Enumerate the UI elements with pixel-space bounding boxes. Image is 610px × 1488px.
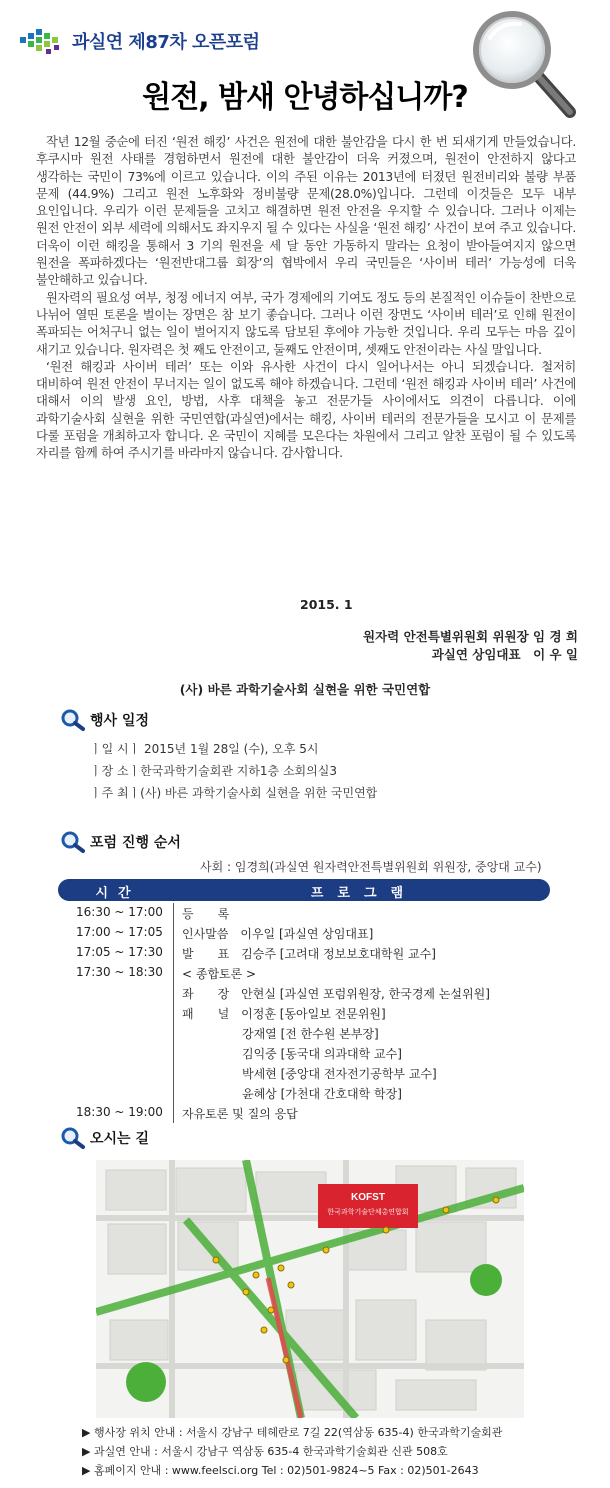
row-program: < 종합토론 > xyxy=(182,967,257,981)
program-table-header xyxy=(58,879,550,901)
row-program: 패 널 이정훈 [동아일보 전문위원] xyxy=(182,1007,386,1021)
row-time: 17:05 ~ 17:30 xyxy=(76,945,163,959)
search-icon xyxy=(60,1126,86,1150)
row-time: 17:00 ~ 17:05 xyxy=(76,925,163,939)
schedule-date: ㅣ일 시ㅣ 2015년 1월 28일 (수), 오후 5시 xyxy=(90,742,319,756)
row-program: 김익중 [동국대 의과대학 교수] xyxy=(182,1047,402,1061)
row-program: 등 록 xyxy=(182,907,230,921)
schedule-heading: 행사 일정 xyxy=(60,708,149,732)
intro-text xyxy=(36,134,576,463)
paragraph: ‘원전 해킹과 사이버 테러’ 또는 이와 유사한 사건이 다시 일어나서는 아니 되겠습니다. 철저히 대비하여 원전 안전이 무너지는 일이 없도록 해야 하겠습니다. 그런데 ‘원전 해킹과 사이버 테러’ 사건에 대해서 이의 발생 요인, 방법, 사후 대책을 놓고 전문가들 사이에서도 의견이 다릅니다. 이에 과학기술사회 실현을 위한 국민연합(과실연)에서는 해킹, 사이버 테러의 전문가들을 모시고 이 문제를 다룰 포럼을 개최하고자 합니다. 온 국민이 지혜를 모은다는 차원에서 그리고 알찬 포럼이 될 수 있도록 자리를 함께 하여 주시기를 바라마지 않습니다. 감사합니다. xyxy=(36,359,576,461)
row-program: 박세현 [중앙대 전자전기공학부 교수] xyxy=(182,1067,437,1081)
directions-heading: 오시는 길 xyxy=(60,1126,149,1150)
location-map xyxy=(96,1160,524,1418)
row-time: 17:30 ~ 18:30 xyxy=(76,965,163,979)
footer-office: ▶ 과실연 안내 : 서울시 강남구 역삼동 635-4 한국과학기술회관 신관 508호 xyxy=(82,1445,448,1458)
row-program: 발 표 김승주 [고려대 정보보호대학원 교수] xyxy=(182,947,436,961)
column-header-program: 프로그램 xyxy=(310,886,418,901)
row-program: 자유토론 및 질의 응답 xyxy=(182,1107,298,1121)
row-time: 16:30 ~ 17:00 xyxy=(76,905,163,919)
table-divider xyxy=(173,903,174,1123)
paragraph: 작년 12월 중순에 터진 ‘원전 해킹’ 사건은 원전에 대한 불안감을 다시 한 번 되새기게 만들었습니다. 후쿠시마 원전 사태를 경험하면서 원전에 대한 불안감이 더욱 커졌으며, 원전이 안전하지 않다고 생각하는 국민이 73%에 이르고 있습니다. 이의 주된 이유는 2013년에 터졌던 원전비리와 불량 부품 문제 (44.9%) 그리고 원전 노후화와 정비불량 문제(28.0%)입니다. 그런데 이것들은 모두 내부 요인입니다. 우리가 이런 문제들을 고치고 해결하면 원전 안전을 우지할 수 있습니다. 그러나 이제는 원전 안전이 외부 세력에 의해서도 좌지우지 될 수 있다는 사실을 ‘원전 해킹’ 사건이 보여 주고 있습니다. 더욱이 이런 해킹을 통해서 3 기의 원전을 세 달 동안 가동하지 말라는 요청이 받아들여지지 않으면 원전을 폭파하겠다는 ‘원전반대그룹 회장’의 협박에서 우리 국민들은 ‘사이버 테러’ 가능성에 더욱 불안해하고 있습니다. xyxy=(36,135,576,288)
signature-line: 과실연 상임대표 이 우 일 xyxy=(431,647,578,662)
kfosa-logo-icon xyxy=(20,27,66,57)
search-icon xyxy=(60,708,86,732)
map-label-kofst-korean: 한국과학기술단체총연합회 xyxy=(327,1208,409,1216)
headline: 원전, 밤새 안녕하십니까? xyxy=(142,80,468,115)
row-time: 18:30 ~ 19:00 xyxy=(76,1105,163,1119)
row-program: 강재열 [전 한수원 본부장] xyxy=(182,1027,379,1041)
footer-venue: ▶ 행사장 위치 안내 : 서울시 강남구 테헤란로 7길 22(역삼동 635-4) 한국과학기술회관 xyxy=(82,1426,503,1439)
signature-line: 원자력 안전특별위원회 위원장 임 경 희 xyxy=(363,629,578,644)
row-program: 인사말씀 이우일 [과실연 상임대표] xyxy=(182,927,374,941)
row-program: 좌 장 안현실 [과실연 포럼위원장, 한국경제 논설위원] xyxy=(182,987,490,1001)
footer-homepage: ▶ 홈페이지 안내 : www.feelsci.org Tel : 02)501-9824~5 Fax : 02)501-2643 xyxy=(82,1464,479,1477)
map-label-kofst: KOFST xyxy=(351,1192,385,1203)
column-header-time: 시간 xyxy=(95,886,141,901)
date: 2015. 1 xyxy=(300,597,353,612)
schedule-venue: ㅣ장 소ㅣ한국과학기술회관 지하1층 소회의실3 xyxy=(90,764,337,778)
forum-title: 과실연 제87차 오픈포럼 xyxy=(72,32,260,53)
program-heading: 포럼 진행 순서 xyxy=(60,830,181,854)
schedule-host: ㅣ주 최ㅣ(사) 바른 과학기술사회 실현을 위한 국민연합 xyxy=(90,786,378,800)
search-icon xyxy=(60,830,86,854)
row-program: 윤혜상 [가천대 간호대학 학장] xyxy=(182,1087,402,1101)
paragraph: 원자력의 필요성 여부, 청정 에너지 여부, 국가 경제에의 기여도 정도 등의 본질적인 이슈들이 찬반으로 나뉘어 열띤 토론을 벌이는 장면은 참 보기 좋습니다. 그러나 이런 장면도 ‘사이버 테러’로 인해 원전이 폭파되는 어처구니 없는 일이 벌어지지 않도록 담보된 후에야 가능한 것입니다. 우리 모두는 마음 깊이 새기고 있습니다. 원자력은 첫 째도 안전이고, 둘째도 안전이며, 셋째도 안전이라는 사실 말입니다. xyxy=(36,290,576,357)
signature-block xyxy=(363,628,578,664)
organization-name: (사) 바른 과학기술사회 실현을 위한 국민연합 xyxy=(179,682,431,697)
moderator: 사회 : 임경희(과실연 원자력안전특별위원회 위원장, 중앙대 교수) xyxy=(200,860,542,874)
